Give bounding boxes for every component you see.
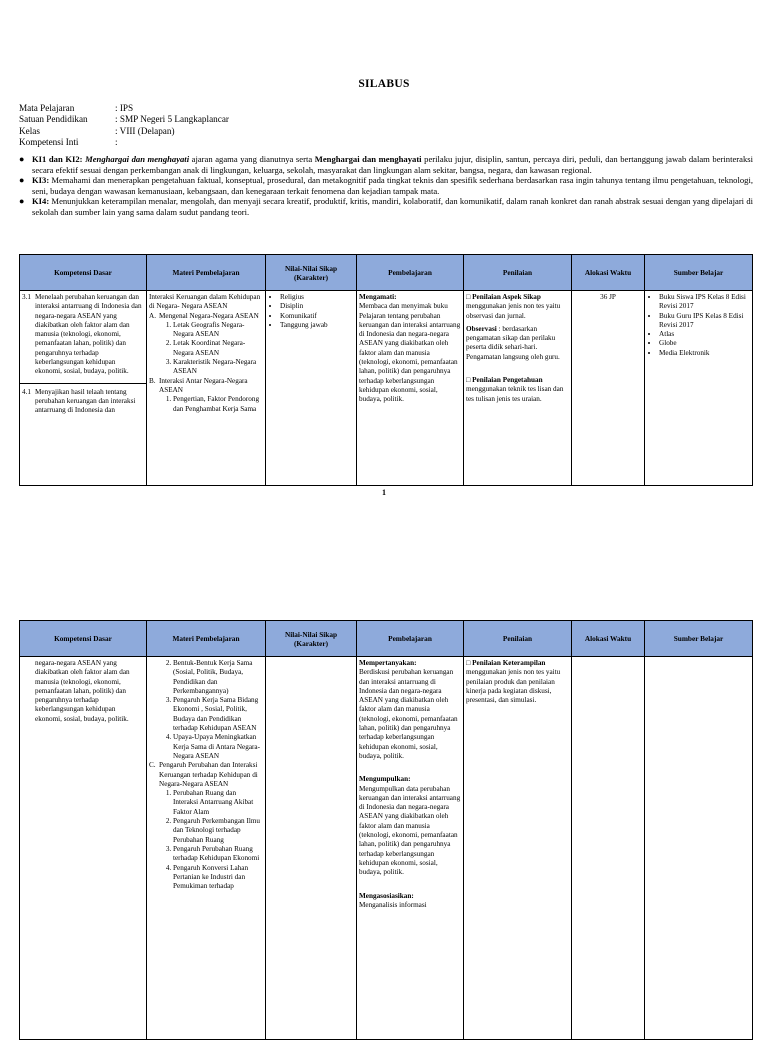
pembelajaran-text: Menganalisis informasi [359, 900, 427, 909]
info-block [19, 103, 229, 148]
list-item: • Tanggung jawab [280, 321, 354, 330]
bullet-icon: ● [19, 196, 25, 207]
materi-b: B. Interaksi Antar Negara-Negara ASEAN [149, 376, 248, 394]
list-item: 3. Pengaruh Perubahan Ruang terhadap Kehidupan Ekonomi [173, 845, 263, 864]
cell-nilai [266, 291, 357, 486]
cell-sumber [645, 657, 753, 1040]
list-item: 2. Pengaruh Perkembangan Ilmu dan Teknologi terhadap Perubahan Ruang [173, 817, 263, 845]
header-kd: Kompetensi Dasar [20, 255, 147, 291]
pembelajaran-text: Membaca dan menyimak buku Pelajaran tentang perubahan keruangan dan interaksi antarruang di Indonesia dan negara-negara ASEAN yang diakibatkan oleh faktor alam dan manusia (teknologi, ekonomi, pemanfaatan lahan, politik) dan pengaruhnya terhadap keberlangsungan kehidupan ekonomi, sosial, budaya, politik. [359, 302, 461, 404]
kd-4-1: 4.1 Menyajikan hasil telaah tentang perubahan keruangan dan interaksi antarruang di Indonesia dan [22, 387, 136, 415]
page-number: 1 [382, 488, 386, 497]
ki12-item: ● KI1 dan KI2: Menghargai dan menghayati ajaran agama yang dianutnya serta Menghargai dan menghayati perilaku jujur, disiplin, santun, percaya diri, peduli, dan bertanggung jawab dalam berinteraksi secara efektif sesuai dengan perkembangan anak di lingkungan, keluarga, sekolah, masyarakat dan lingkungan alam sekitar, bangsa, negara, dan kawasan regional. [19, 154, 753, 175]
list-item: • Globe [659, 339, 750, 348]
page-2 [0, 560, 768, 1024]
pembelajaran-text: Berdiskusi perubahan keruangan dan interaksi antarruang di Indonesia dan negara-negara ASEAN yang diakibatkan oleh faktor alam dan manusia (teknologi, ekonomi, pemanfaatan lahan, politik) dan pengaruhnya terhadap keberlangsungan kehidupan ekonomi, sosial, budaya, politik. [359, 668, 458, 760]
list-item: 2. Letak Koordinat Negara-Negara ASEAN [173, 339, 263, 358]
kd-3-1: 3.1 Menelaah perubahan keruangan dan interaksi antarruang di Indonesia dan negara-negara ASEAN yang diakibatkan oleh faktor alam dan manusia (teknologi, ekonomi, pemanfaatan lahan, politik) dan pengaruhnya terhadap keberlangsungan kehidupan ekonomi, sosial, budaya, politik. [22, 293, 142, 376]
header-penilaian: Penilaian [464, 255, 572, 291]
list-item: • Buku Guru IPS Kelas 8 Edisi Revisi 2017 [659, 312, 750, 331]
cell-penilaian [464, 657, 572, 1040]
info-row-school: Satuan Pendidikan : SMP Negeri 5 Langkaplancar [19, 114, 229, 125]
sumber-list [647, 293, 750, 358]
penilaian-keterampilan: □ Penilaian Keterampilan menggunakan jenis non tes yaitu penilaian produk dan penilaian kinerja pada kegiatan diskusi, presentasi, dan simulasi. [466, 659, 561, 705]
kd-divider [20, 383, 146, 384]
syllabus-table-page-2 [19, 620, 753, 1040]
header-kd: Kompetensi Dasar [20, 621, 147, 657]
ki4-item: ● KI4: Menunjukkan keterampilan menalar, mengolah, dan menyaji secara kreatif, produktif, kritis, mandiri, kolaboratif, dan komunikatif, dalam ranah konkret dan ranah abstrak sesuai dengan yang dipelajari di sekolah dan sumber lain yang sama dalam sudut pandang teori. [19, 196, 753, 217]
document-title: SILABUS [358, 78, 410, 90]
cell-alokasi [572, 291, 645, 486]
alokasi-value: 36 JP [600, 293, 616, 301]
list-item: • Media Elektronik [659, 349, 750, 358]
info-row-class: Kelas : VIII (Delapan) [19, 125, 175, 136]
pembelajaran-title: Mempertanyakan: [359, 659, 417, 667]
list-item: 1. Letak Geografis Negara-Negara ASEAN [173, 321, 263, 340]
list-item: 4. Pengaruh Konversi Lahan Pertanian ke Industri dan Pemukiman terhadap [173, 864, 263, 892]
syllabus-table-page-1 [19, 254, 753, 486]
materi-c: C. Pengaruh Perubahan dan Interaksi Keruangan terhadap Kehidupan di Negara-Negara ASEAN [149, 761, 258, 788]
list-item: • Buku Siswa IPS Kelas 8 Edisi Revisi 2017 [659, 293, 750, 312]
cell-pembelajaran [357, 291, 464, 486]
header-nilai: Nilai-Nilai Sikap (Karakter) [266, 621, 357, 657]
header-materi: Materi Pembelajaran [147, 621, 266, 657]
list-item: 4. Upaya-Upaya Meningkatkan Kerja Sama di Antara Negara-Negara ASEAN [173, 733, 263, 761]
pembelajaran-title: Mengasosiasikan: [359, 891, 414, 900]
pembelajaran-text: Mengumpulkan data perubahan keruangan dan interaksi antarruang di Indonesia dan negara-negara ASEAN yang diakibatkan oleh faktor alam dan manusia (teknologi, ekonomi, pemanfaatan lahan, politik) dan pengaruhnya terhadap keberlangsungan kehidupan ekonomi, sosial, budaya, politik. [359, 784, 461, 877]
nilai-list [268, 293, 354, 330]
header-sumber: Sumber Belajar [645, 621, 753, 657]
cell-kd [20, 657, 147, 1040]
penilaian-sikap: □ Penilaian Aspek Sikap menggunakan jenis non tes yaitu observasi dan jurnal. [466, 293, 561, 320]
materi-b-list-cont [149, 659, 263, 761]
bullet-icon: ● [19, 175, 25, 186]
header-alokasi: Alokasi Waktu [572, 621, 645, 657]
header-materi: Materi Pembelajaran [147, 255, 266, 291]
list-item: • Disiplin [280, 302, 354, 311]
kd-continued: negara-negara ASEAN yang diakibatkan oleh faktor alam dan manusia (teknologi, ekonomi, pemanfaatan lahan, politik) dan pengaruhnya terhadap keberlangsungan kehidupan ekonomi, sosial, budaya, politik. [35, 659, 130, 723]
info-row-subject: Mata Pelajaran : IPS [19, 103, 134, 113]
cell-alokasi [572, 657, 645, 1040]
pembelajaran-title: Mengamati: [359, 293, 397, 301]
materi-a: A. Mengenal Negara-Negara ASEAN [149, 311, 259, 320]
penilaian-observasi: Observasi : berdasarkan pengamatan sikap dan perilaku peserta didik sehari-hari. Pengamatan langsung oleh guru. [466, 324, 560, 361]
list-item: 2. Bentuk-Bentuk Kerja Sama (Sosial, Politik, Budaya, Pendidikan dan Perkembangannya) [173, 659, 263, 696]
cell-penilaian [464, 291, 572, 486]
cell-materi [147, 291, 266, 486]
list-item: 1. Perubahan Ruang dan Interaksi Antarruang Akibat Faktor Alam [173, 789, 263, 817]
list-item: • Atlas [659, 330, 750, 339]
cell-pembelajaran [357, 657, 464, 1040]
list-item: 3. Karakteristik Negara-Negara ASEAN [173, 358, 263, 377]
cell-nilai [266, 657, 357, 1040]
materi-a-list [149, 321, 263, 377]
materi-b-list [149, 395, 263, 414]
header-pembelajaran: Pembelajaran [357, 621, 464, 657]
materi-intro: Interaksi Keruangan dalam Kehidupan di Negara- Negara ASEAN [149, 293, 261, 311]
list-item: 1. Pengertian, Faktor Pendorong dan Penghambat Kerja Sama [173, 395, 263, 414]
bullet-icon: ● [19, 154, 25, 164]
cell-materi [147, 657, 266, 1040]
header-nilai: Nilai-Nilai Sikap (Karakter) [266, 255, 357, 291]
header-penilaian: Penilaian [464, 621, 572, 657]
list-item: • Komunikatif [280, 312, 354, 321]
list-item: • Religius [280, 293, 354, 302]
core-competence-list [19, 154, 753, 218]
header-sumber: Sumber Belajar [645, 255, 753, 291]
pembelajaran-title: Mengumpulkan: [359, 775, 411, 784]
cell-sumber [645, 291, 753, 486]
cell-kd [20, 291, 147, 486]
materi-c-list [149, 789, 263, 891]
header-alokasi: Alokasi Waktu [572, 255, 645, 291]
info-row-core-competence: Kompetensi Inti : [19, 136, 118, 147]
header-pembelajaran: Pembelajaran [357, 255, 464, 291]
list-item: 3. Pengaruh Kerja Sama Bidang Ekonomi , Sosial, Politik, Budaya dan Pendidikan terhadap Kehidupan ASEAN [173, 696, 263, 733]
page-1 [0, 0, 768, 505]
ki3-item: ● KI3: Memahami dan menerapkan pengetahuan faktual, konseptual, prosedural, dan metakognitif pada tingkat teknis dan spesifik sederhana berdasarkan rasa ingin tahunya tentang ilmu pengetahuan, teknologi, seni, budaya dengan wawasan kemanusiaan, kebangsaan, dan kenegaraan terkait fenomena dan kejadian tampak mata. [19, 175, 753, 196]
penilaian-pengetahuan: □ Penilaian Pengetahuan menggunakan teknik tes lisan dan tes tulisan jenis tes uraian. [466, 376, 564, 403]
